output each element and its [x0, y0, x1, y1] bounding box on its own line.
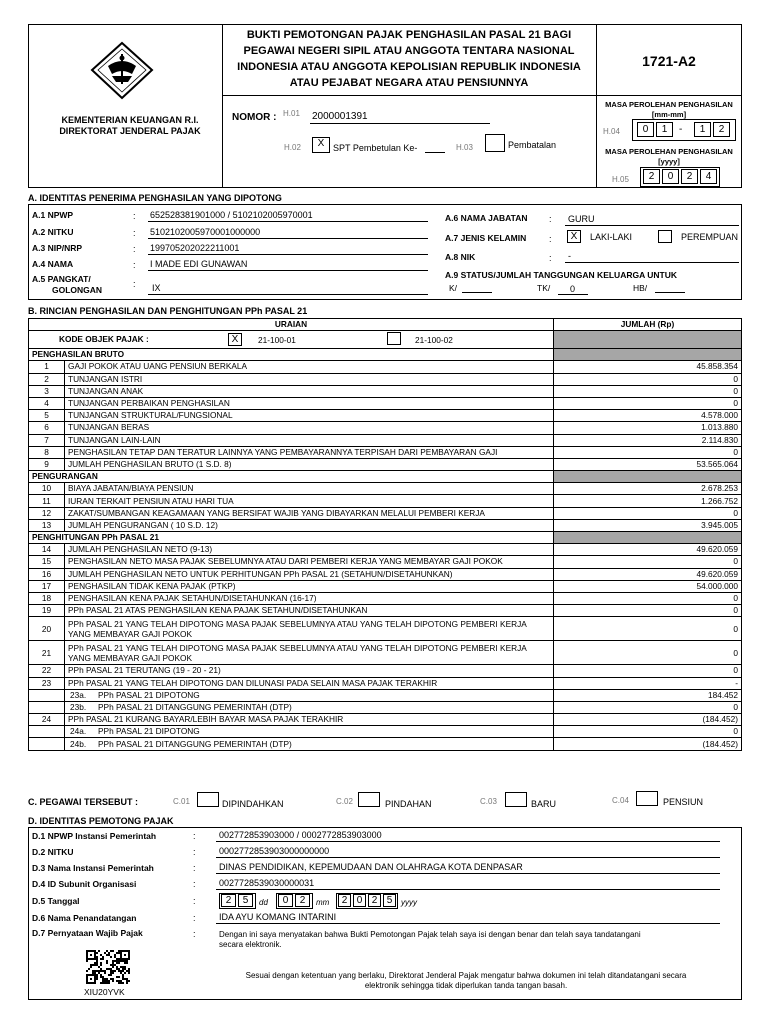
form-code: 1721-A2 [642, 53, 696, 69]
pengurangan-header-row-shade [554, 471, 742, 483]
row-description: TUNJANGAN BERAS [65, 422, 554, 434]
table-row [29, 434, 742, 446]
kode-objek-cell [29, 331, 554, 349]
row-sub-number: 23a. [70, 689, 87, 700]
c01-label: C.01 [173, 797, 190, 806]
year-digit-1[interactable]: 2 [643, 169, 660, 184]
rincian-rows [29, 349, 742, 750]
row-description: PENGHASILAN NETO MASA PAJAK SEBELUMNYA ATAU DARI PEMBERI KERJA YANG MEMBAYAR GAJI POKOK [65, 556, 554, 568]
yyyy-label: yyyy [401, 898, 417, 907]
c04-label: C.04 [612, 796, 629, 805]
kode-21-100-01-checkbox[interactable]: X [228, 333, 242, 346]
table-row [29, 495, 742, 507]
row-sub-number: 24a. [70, 726, 87, 737]
a2-value[interactable]: 5102102005970001000000 [150, 227, 261, 237]
pensiun-label: PENSIUN [663, 797, 704, 807]
table-row [29, 592, 742, 604]
a3-underline [148, 254, 428, 255]
masa-digit-4[interactable]: 2 [713, 122, 730, 137]
d7-statement-line-1: Dengan ini saya menyatakan bahwa Bukti Pemotongan Pajak telah saya isi dengan benar dan telah saya tandatangani [219, 930, 641, 939]
row-number: 6 [29, 422, 65, 434]
a6-value[interactable]: GURU [568, 214, 595, 224]
row-number: 12 [29, 507, 65, 519]
table-row [29, 385, 742, 397]
row-description [65, 689, 554, 701]
masa-digit-2[interactable]: 1 [656, 122, 673, 137]
pembatalan-label: Pembatalan [508, 140, 557, 150]
section-c-title: C. PEGAWAI TERSEBUT : [28, 797, 139, 807]
a5-label-2: GOLONGAN [52, 285, 103, 295]
table-row [29, 665, 742, 677]
table-row [29, 410, 742, 422]
kode-objek-shade [554, 331, 742, 349]
table-row [29, 422, 742, 434]
a8-colon: : [549, 253, 552, 263]
bruto-header-row [29, 349, 742, 361]
h04-label: H.04 [603, 127, 620, 136]
section-a-title: A. IDENTITAS PENERIMA PENGHASILAN YANG DIPOTONG [28, 193, 282, 203]
row-description: PPh PASAL 21 YANG TELAH DIPOTONG DAN DILUNASI PADA SELAIN MASA PAJAK TERAKHIR [65, 677, 554, 689]
ministry-name: KEMENTERIAN KEUANGAN R.I. [61, 115, 199, 125]
table-row [29, 568, 742, 580]
row-description: PPh PASAL 21 KURANG BAYAR/LEBIH BAYAR MASA PAJAK TERAKHIR [65, 714, 554, 726]
row-number: 15 [29, 556, 65, 568]
pembatalan-checkbox[interactable] [485, 134, 505, 152]
d6-value[interactable]: IDA AYU KOMANG INTARINI [219, 912, 337, 922]
table-row [29, 544, 742, 556]
row-description: JUMLAH PENGURANGAN ( 10 S.D. 12) [65, 519, 554, 531]
a3-value[interactable]: 199705202022211001 [150, 243, 240, 253]
d5-year-digit-1[interactable]: 2 [338, 894, 351, 907]
table-row [29, 373, 742, 385]
d1-label: D.1 NPWP Instansi Pemerintah [32, 831, 157, 841]
pindahan-label: PINDAHAN [385, 799, 432, 809]
pengurangan-header-row-label: PENGURANGAN [29, 471, 554, 483]
a5-value[interactable]: IX [152, 283, 161, 293]
row-number: 8 [29, 446, 65, 458]
row-amount[interactable]: 49.620.059 [554, 568, 742, 580]
table-header-row [29, 319, 742, 331]
kode-21-100-02-label: 21-100-02 [415, 335, 453, 346]
d7-statement-line-2: secara elektronik. [219, 940, 282, 949]
row-amount[interactable]: 53.565.064 [554, 458, 742, 470]
row-number [29, 726, 65, 738]
a5-underline [148, 294, 428, 295]
row-number: 17 [29, 580, 65, 592]
d6-underline [216, 923, 720, 924]
table-row [29, 641, 742, 665]
laki-laki-label: LAKI-LAKI [590, 232, 633, 242]
row-description: PENGHASILAN TETAP DAN TERATUR LAINNYA YANG PEMBAYARANNYA TERPISAH DARI PEMBAYARAN GAJI [65, 446, 554, 458]
tk-label: TK/ [537, 283, 551, 293]
row-description [65, 701, 554, 713]
row-description: TUNJANGAN PERBAIKAN PENGHASILAN [65, 397, 554, 409]
a7-colon: : [549, 234, 552, 244]
pensiun-checkbox[interactable] [636, 791, 658, 806]
d7-label: D.7 Pernyataan Wajib Pajak [32, 928, 143, 938]
row-description: PENGHASILAN TIDAK KENA PAJAK (PTKP) [65, 580, 554, 592]
table-row [29, 726, 742, 738]
row-sub-number: 24b. [70, 738, 87, 749]
row-number: 9 [29, 458, 65, 470]
a4-value[interactable]: I MADE EDI GUNAWAN [150, 259, 248, 269]
section-d-title: D. IDENTITAS PEMOTONG PAJAK [28, 816, 174, 826]
a1-value[interactable]: 652528381901000 / 5102102005970001 [150, 210, 313, 220]
row-description: JUMLAH PENGHASILAN NETO (9-13) [65, 544, 554, 556]
row-amount[interactable]: 54.000.000 [554, 580, 742, 592]
row-description: IURAN TERKAIT PENSIUN ATAU HARI TUA [65, 495, 554, 507]
bruto-header-row-shade [554, 349, 742, 361]
ministry-logo-icon [88, 40, 156, 102]
section-b-title: B. RINCIAN PENGHASILAN DAN PENGHITUNGAN PPh PASAL 21 [28, 306, 308, 316]
row-description: TUNJANGAN STRUKTURAL/FUNGSIONAL [65, 410, 554, 422]
masa-unit-2: [yyyy] [658, 157, 680, 166]
row-description: PPh PASAL 21 ATAS PENGHASILAN KENA PAJAK SETAHUN/DISETAHUNKAN [65, 605, 554, 617]
row-amount[interactable]: 45.858.354 [554, 361, 742, 373]
row-amount[interactable]: 0 [554, 605, 742, 617]
table-row [29, 701, 742, 713]
row-number: 5 [29, 410, 65, 422]
d4-label: D.4 ID Subunit Organisasi [32, 879, 137, 889]
hb-label: HB/ [633, 283, 648, 293]
h01-label: H.01 [283, 109, 300, 118]
pengurangan-header-row [29, 471, 742, 483]
a4-underline [148, 270, 428, 271]
row-number: 2 [29, 373, 65, 385]
d5-colon: : [193, 896, 196, 906]
kode-objek-row [29, 331, 742, 349]
row-description: PPh PASAL 21 TERUTANG (19 - 20 - 21) [65, 665, 554, 677]
a2-label: A.2 NITKU [32, 227, 74, 237]
row-amount[interactable]: (184.452) [554, 738, 742, 750]
row-description: GAJI POKOK ATAU UANG PENSIUN BERKALA [65, 361, 554, 373]
a7-label: A.7 JENIS KELAMIN [445, 233, 527, 243]
kode-21-100-01-label: 21-100-01 [258, 335, 296, 346]
table-row [29, 446, 742, 458]
bruto-header-row-label: PENGHASILAN BRUTO [29, 349, 554, 361]
d2-colon: : [193, 847, 196, 857]
d6-label: D.6 Nama Penandatangan [32, 913, 137, 923]
a1-underline [148, 221, 428, 222]
row-number: 3 [29, 385, 65, 397]
a3-colon: : [133, 244, 136, 254]
c03-label: C.03 [480, 797, 497, 806]
row-description: PPh PASAL 21 YANG TELAH DIPOTONG MASA PAJAK SEBELUMNYA ATAU YANG TELAH DIPOTONG PEMBERI KERJA YANG MEMBAYAR GAJI POKOK [65, 641, 554, 665]
d2-value[interactable]: 0002772853903000000000 [219, 846, 330, 856]
d1-colon: : [193, 831, 196, 841]
row-amount[interactable]: 0 [554, 556, 742, 568]
qr-code-text: XIU20YVK [84, 987, 125, 997]
d4-underline [216, 889, 720, 890]
row-description: PPh PASAL 21 YANG TELAH DIPOTONG MASA PAJAK SEBELUMNYA ATAU YANG TELAH DIPOTONG PEMBERI KERJA YANG MEMBAYAR GAJI POKOK [65, 617, 554, 641]
footer-line-1: Sesuai dengan ketentuan yang berlaku, Direktorat Jenderal Pajak mengatur bahwa dokumen ini telah ditandatangani secara [245, 971, 687, 980]
form-title-line-4: ATAU PEJABAT NEGARA ATAU PENSIUNNYA [289, 77, 529, 89]
d4-colon: : [193, 879, 196, 889]
row-amount[interactable]: 0 [554, 385, 742, 397]
row-amount[interactable]: 49.620.059 [554, 544, 742, 556]
tk-value[interactable]: 0 [570, 284, 576, 294]
baru-checkbox[interactable] [505, 792, 527, 807]
table-row [29, 738, 742, 750]
row-amount[interactable]: (184.452) [554, 714, 742, 726]
row-number: 7 [29, 434, 65, 446]
a3-label: A.3 NIP/NRP [32, 243, 83, 253]
hb-underline [655, 292, 685, 293]
h05-label: H.05 [612, 175, 629, 184]
laki-laki-checkbox[interactable]: X [567, 230, 581, 243]
d2-underline [216, 857, 720, 858]
form-title-line-2: PEGAWAI NEGERI SIPIL ATAU ANGGOTA TENTARA NASIONAL [243, 45, 575, 57]
tk-underline [558, 294, 588, 295]
d1-underline [216, 841, 720, 842]
a5-colon: : [133, 279, 136, 289]
dipindahkan-label: DIPINDAHKAN [222, 799, 284, 809]
table-row [29, 617, 742, 641]
row-number: 23 [29, 677, 65, 689]
kode-objek-label: KODE OBJEK PAJAK : [59, 334, 149, 345]
table-row [29, 677, 742, 689]
masa-digit-1[interactable]: 0 [637, 122, 654, 137]
row-description: TUNJANGAN ANAK [65, 385, 554, 397]
d5-label: D.5 Tanggal [32, 896, 80, 906]
dd-label: dd [259, 898, 268, 907]
d2-label: D.2 NITKU [32, 847, 74, 857]
form-title-line-3: INDONESIA ATAU ANGGOTA KEPOLISIAN REPUBLIK INDONESIA [237, 61, 581, 73]
row-amount[interactable]: 2.678.253 [554, 483, 742, 495]
form-title-line-1: BUKTI PEMOTONGAN PAJAK PENGHASILAN PASAL 21 BAGI [246, 29, 572, 41]
row-number: 1 [29, 361, 65, 373]
pindahan-checkbox[interactable] [358, 792, 380, 807]
year-digit-2[interactable]: 0 [662, 169, 679, 184]
table-row [29, 689, 742, 701]
c02-label: C.02 [336, 797, 353, 806]
row-number: 22 [29, 665, 65, 677]
row-amount[interactable]: 0 [554, 507, 742, 519]
row-amount[interactable]: 1.013.880 [554, 422, 742, 434]
table-row [29, 519, 742, 531]
row-amount[interactable]: 0 [554, 701, 742, 713]
masa-label-2: MASA PEROLEHAN PENGHASILAN [605, 147, 733, 156]
row-amount[interactable]: 2.114.830 [554, 434, 742, 446]
a6-colon: : [549, 214, 552, 224]
d1-value[interactable]: 002772853903000 / 0002772853903000 [219, 830, 382, 840]
row-description-text: PPh PASAL 21 DITANGGUNG PEMERINTAH (DTP) [98, 701, 292, 712]
table-row [29, 605, 742, 617]
row-amount[interactable]: - [554, 677, 742, 689]
row-number [29, 701, 65, 713]
row-number [29, 738, 65, 750]
d4-value[interactable]: 0027728539030000031 [219, 878, 315, 888]
h02-label: H.02 [284, 143, 301, 152]
spt-pembetulan-checkbox[interactable]: X [312, 137, 330, 153]
row-number: 16 [29, 568, 65, 580]
qr-code-icon [86, 950, 130, 984]
a4-label: A.4 NAMA [32, 259, 74, 269]
d6-colon: : [193, 913, 196, 923]
row-number: 13 [29, 519, 65, 531]
d3-colon: : [193, 863, 196, 873]
footer-line-2: elektronik sehingga tidak diperlukan tanda tangan basah. [364, 981, 568, 990]
row-number [29, 689, 65, 701]
perempuan-label: PEREMPUAN [681, 232, 739, 242]
row-description: PENGHASILAN KENA PAJAK SETAHUN/DISETAHUNKAN (16-17) [65, 592, 554, 604]
header-divider-title [222, 95, 596, 96]
row-amount[interactable]: 3.945.005 [554, 519, 742, 531]
table-row [29, 361, 742, 373]
d5-year-digit-3[interactable]: 2 [368, 894, 381, 907]
row-amount[interactable]: 0 [554, 592, 742, 604]
rincian-table [28, 318, 742, 751]
a1-label: A.1 NPWP [32, 210, 74, 220]
penghitungan-header-row-shade [554, 532, 742, 544]
table-row [29, 556, 742, 568]
row-description: ZAKAT/SUMBANGAN KEAGAMAAN YANG BERSIFAT WAJIB YANG DIBAYARKAN MELALUI PEMBERI KERJA [65, 507, 554, 519]
k-label: K/ [449, 283, 458, 293]
masa-dash: - [679, 124, 683, 135]
a1-colon: : [133, 211, 136, 221]
a8-label: A.8 NIK [445, 252, 476, 262]
header-divider-code [596, 95, 742, 96]
row-description: TUNJANGAN LAIN-LAIN [65, 434, 554, 446]
a8-underline [565, 262, 739, 263]
row-amount[interactable]: 0 [554, 397, 742, 409]
row-description-text: PPh PASAL 21 DITANGGUNG PEMERINTAH (DTP) [98, 738, 292, 749]
row-amount[interactable]: 4.578.000 [554, 410, 742, 422]
nomor-value[interactable]: 2000001391 [312, 111, 368, 122]
table-row [29, 507, 742, 519]
d3-label: D.3 Nama Instansi Pemerintah [32, 863, 154, 873]
row-amount[interactable]: 0 [554, 617, 742, 641]
nomor-underline [310, 123, 490, 124]
a4-colon: : [133, 260, 136, 270]
row-description: JUMLAH PENGHASILAN BRUTO (1 S.D. 8) [65, 458, 554, 470]
a2-underline [148, 238, 428, 239]
row-number: 18 [29, 592, 65, 604]
row-number: 21 [29, 641, 65, 665]
spt-pembetulan-line [425, 152, 445, 153]
row-sub-number: 23b. [70, 701, 87, 712]
row-description-text: PPh PASAL 21 DIPOTONG [98, 689, 200, 700]
k-underline [462, 292, 492, 293]
row-number: 19 [29, 605, 65, 617]
dipindahkan-checkbox[interactable] [197, 792, 219, 807]
a5-label-1: A.5 PANGKAT/ [32, 274, 91, 284]
a8-value[interactable]: - [568, 251, 571, 261]
penghitungan-header-row [29, 532, 742, 544]
row-amount[interactable]: 1.266.752 [554, 495, 742, 507]
spt-pembetulan-label: SPT Pembetulan Ke- [333, 143, 418, 153]
day-digit-2[interactable]: 5 [238, 894, 253, 907]
row-number: 11 [29, 495, 65, 507]
day-digit-1[interactable]: 2 [221, 894, 236, 907]
row-number: 20 [29, 617, 65, 641]
masa-label-1: MASA PEROLEHAN PENGHASILAN [605, 100, 733, 109]
row-description: BIAYA JABATAN/BIAYA PENSIUN [65, 483, 554, 495]
d5-year-digit-2[interactable]: 0 [353, 894, 366, 907]
d3-underline [216, 873, 720, 874]
year-digit-4[interactable]: 4 [700, 169, 717, 184]
penghitungan-header-row-label: PENGHITUNGAN PPh PASAL 21 [29, 532, 554, 544]
month-digit-1[interactable]: 0 [278, 894, 293, 907]
a9-label: A.9 STATUS/JUMLAH TANGGUNGAN KELUARGA UNTUK [445, 270, 678, 280]
table-row [29, 483, 742, 495]
table-row [29, 397, 742, 409]
row-description [65, 726, 554, 738]
month-digit-2[interactable]: 2 [295, 894, 310, 907]
row-amount[interactable]: 0 [554, 446, 742, 458]
row-number: 10 [29, 483, 65, 495]
d5-year-digit-4[interactable]: 5 [383, 894, 396, 907]
row-description: TUNJANGAN ISTRI [65, 373, 554, 385]
row-amount[interactable]: 0 [554, 726, 742, 738]
kode-21-100-02-checkbox[interactable] [387, 332, 401, 345]
row-amount[interactable]: 0 [554, 373, 742, 385]
row-number: 14 [29, 544, 65, 556]
row-number: 24 [29, 714, 65, 726]
table-row [29, 714, 742, 726]
mm-label: mm [316, 898, 330, 907]
masa-digit-3[interactable]: 1 [694, 122, 711, 137]
row-number: 4 [29, 397, 65, 409]
nomor-label: NOMOR : [232, 112, 277, 123]
d3-value[interactable]: DINAS PENDIDIKAN, KEPEMUDAAN DAN OLAHRAGA KOTA DENPASAR [219, 862, 523, 872]
row-description: JUMLAH PENGHASILAN NETO UNTUK PERHITUNGAN PPh PASAL 21 (SETAHUN/DISETAHUNKAN) [65, 568, 554, 580]
row-description [65, 738, 554, 750]
row-amount[interactable]: 0 [554, 665, 742, 677]
d7-colon: : [193, 929, 196, 939]
perempuan-checkbox[interactable] [658, 230, 672, 243]
h03-label: H.03 [456, 143, 473, 152]
col-jumlah-header: JUMLAH (Rp) [554, 319, 742, 331]
directorate-name: DIREKTORAT JENDERAL PAJAK [59, 126, 201, 136]
table-row [29, 580, 742, 592]
year-digit-3[interactable]: 2 [681, 169, 698, 184]
row-description-text: PPh PASAL 21 DIPOTONG [98, 726, 200, 737]
table-row [29, 458, 742, 470]
a6-label: A.6 NAMA JABATAN [445, 213, 528, 223]
col-uraian-header: URAIAN [29, 319, 554, 331]
baru-label: BARU [531, 799, 557, 809]
a6-underline [565, 225, 739, 226]
row-amount[interactable]: 0 [554, 641, 742, 665]
row-amount[interactable]: 184.452 [554, 689, 742, 701]
a2-colon: : [133, 228, 136, 238]
masa-unit-1: [mm-mm] [651, 110, 687, 119]
